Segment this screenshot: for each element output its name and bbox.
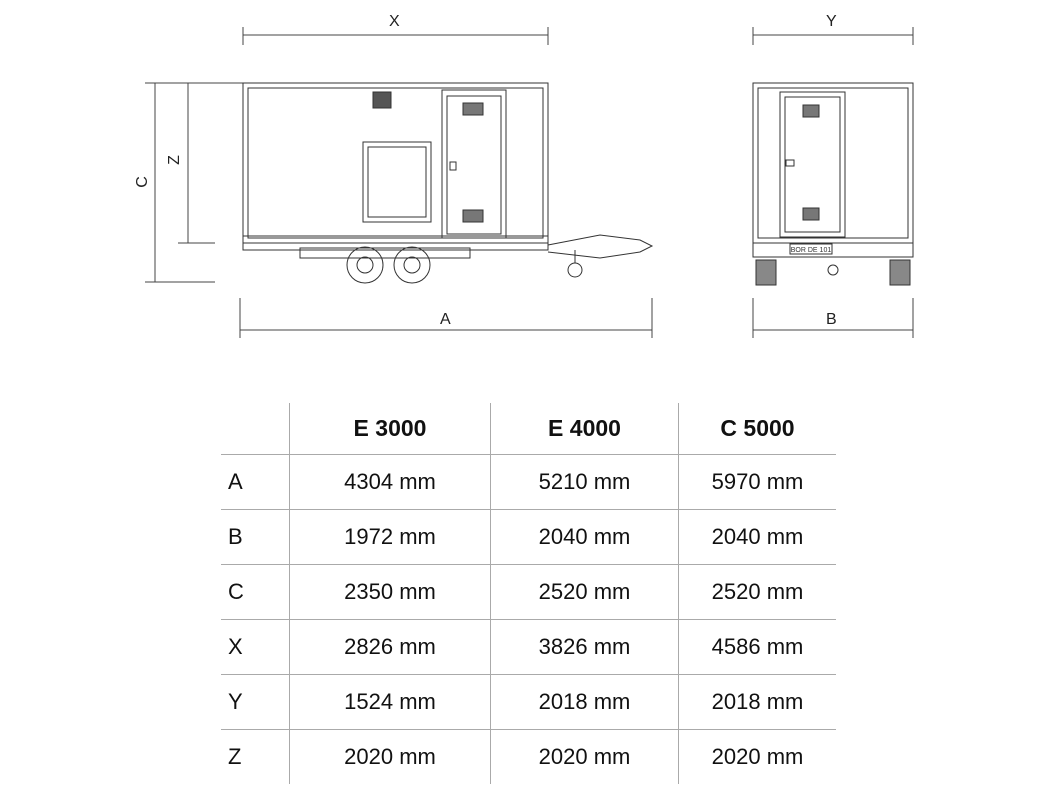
row-label: Z [221,730,290,785]
cell: 2020 mm [290,730,491,785]
trailer-rear-view [753,83,913,285]
table-row [221,620,836,675]
row-label: C [221,565,290,620]
cell: 2040 mm [679,510,837,565]
dimensions-table [221,403,836,784]
cell: 2018 mm [491,675,679,730]
cell: 2826 mm [290,620,491,675]
dimension-label-b: B [826,311,837,328]
row-label: X [221,620,290,675]
cell: 5210 mm [491,455,679,510]
row-label: B [221,510,290,565]
table-row [221,565,836,620]
table-row [221,510,836,565]
dimension-label-z: Z [165,155,183,165]
cell: 2018 mm [679,675,837,730]
dimension-label-x: X [389,13,400,30]
corner-cell [221,403,290,455]
cell: 2040 mm [491,510,679,565]
column-header: E 3000 [290,403,491,455]
cell: 2520 mm [679,565,837,620]
license-plate: BOR DE 101 [790,247,832,254]
cell: 4586 mm [679,620,837,675]
cell: 4304 mm [290,455,491,510]
cell: 2020 mm [491,730,679,785]
table-row [221,730,836,785]
row-label: Y [221,675,290,730]
trailer-side-view [243,83,652,283]
column-header: C 5000 [679,403,837,455]
cell: 2020 mm [679,730,837,785]
cell: 2520 mm [491,565,679,620]
dimension-label-y: Y [826,13,837,30]
dimension-label-a: A [440,311,451,328]
row-label: A [221,455,290,510]
dimension-label-c: C [133,176,151,188]
cell: 3826 mm [491,620,679,675]
column-header: E 4000 [491,403,679,455]
dimension-lines [145,27,913,338]
cell: 2350 mm [290,565,491,620]
table-row [221,675,836,730]
cell: 1524 mm [290,675,491,730]
table-header-row [221,403,836,455]
table-row [221,455,836,510]
cell: 5970 mm [679,455,837,510]
cell: 1972 mm [290,510,491,565]
